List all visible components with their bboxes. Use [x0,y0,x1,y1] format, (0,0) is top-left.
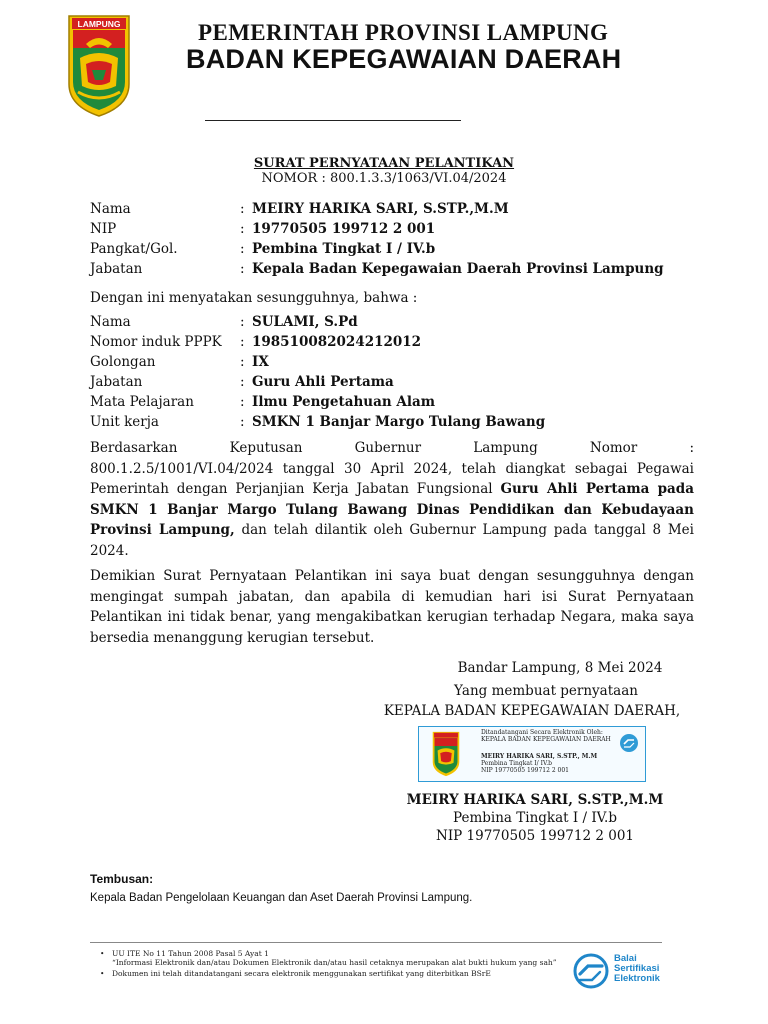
bsre-name-line1: Balai [614,953,637,964]
official-row: NIP : 19770505 199712 2 001 [90,221,436,237]
field-value: Pembina Tingkat I / IV.b [252,241,436,257]
signer-nip: NIP 19770505 199712 2 001 [436,828,634,844]
svg-text:LAMPUNG: LAMPUNG [77,19,121,29]
bsre-logo-icon [570,952,612,990]
official-row: Nama : MEIRY HARIKA SARI, S.STP.,M.M [90,201,509,217]
footer-note-quote: “Informasi Elektronik dan/atau Dokumen Elektronik dan/atau hasil cetaknya merupakan alat bukti hukum yang sah” [112,958,557,967]
document-number: NOMOR : 800.1.3.3/1063/VI.04/2024 [261,171,507,186]
lampung-province-logo [66,14,132,118]
bsre-seal-icon [619,733,639,753]
field-value: IX [252,354,269,370]
field-label: Nomor induk PPPK [90,334,222,350]
field-label: Jabatan [90,261,143,277]
appointee-row: Unit kerja : SMKN 1 Banjar Margo Tulang Bawang [90,414,546,430]
field-label: Pangkat/Gol. [90,241,178,257]
lampung-province-logo-small [425,731,467,777]
appointee-row: Nomor induk PPPK : 198510082024212012 [90,334,422,350]
field-value: 198510082024212012 [252,334,422,350]
appointee-row: Nama : SULAMI, S.Pd [90,314,358,330]
footer-note-law: • UU ITE No 11 Tahun 2008 Pasal 5 Ayat 1 [100,949,269,958]
footer-note-bsre: • Dokumen ini telah ditandatangani secara elektronik menggunakan sertifikat yang diterbitkan BSrE [100,969,491,978]
field-label: Jabatan [90,374,143,390]
field-label: Unit kerja [90,414,159,430]
official-row: Jabatan : Kepala Badan Kepegawaian Daerah Provinsi Lampung [90,261,664,277]
tembusan-item: Kepala Badan Pengelolaan Keuangan dan Aset Daerah Provinsi Lampung. [90,892,473,904]
field-value: SULAMI, S.Pd [252,314,358,330]
appointee-row: Golongan : IX [90,354,269,370]
signer-position: KEPALA BADAN KEPEGAWAIAN DAERAH, [383,703,681,719]
appointee-row: Jabatan : Guru Ahli Pertama [90,374,394,390]
field-value: Ilmu Pengetahuan Alam [252,394,435,410]
field-value: MEIRY HARIKA SARI, S.STP.,M.M [252,201,509,217]
field-label: NIP [90,221,117,237]
field-value: SMKN 1 Banjar Margo Tulang Bawang [252,414,546,430]
official-row: Pangkat/Gol. : Pembina Tingkat I / IV.b [90,241,436,257]
footer-divider [90,942,662,943]
place-date: Bandar Lampung, 8 Mei 2024 [457,660,663,676]
field-label: Mata Pelajaran [90,394,194,410]
statement-maker: Yang membuat pernyataan [454,683,638,699]
bsre-name-line3: Elektronik [614,973,660,984]
appointee-row: Mata Pelajaran : Ilmu Pengetahuan Alam [90,394,435,410]
field-value: Kepala Badan Kepegawaian Daerah Provinsi Lampung [252,261,664,277]
field-value: Guru Ahli Pertama [252,374,394,390]
field-label: Nama [90,314,131,330]
agency-title: BADAN KEPEGAWAIAN DAERAH [186,44,622,74]
government-title: PEMERINTAH PROVINSI LAMPUNG [198,20,609,45]
decision-paragraph: Berdasarkan Keputusan Gubernur Lampung Nomor : 800.1.2.5/1001/VI.04/2024 tanggal 30 April 2024, telah diangkat sebagai Pegawai Pemerintah dengan Perjanjian Kerja Jabatan Fungsional Guru Ahli Pertama pada SMKN 1 Banjar Margo Tulang Bawang Dinas Pendidikan dan Kebudayaan Provinsi Lampung, dan telah dilantik oleh Gubernur Lampung pada tanggal 8 Mei 2024. [90,440,694,559]
field-value: 19770505 199712 2 001 [252,221,436,237]
bsre-name-line2: Sertifikasi [614,963,660,974]
electronic-signature-box: Ditandatangani Secara Elektronik Oleh: KEPALA BADAN KEPEGAWAIAN DAERAH MEIRY HARIKA SARI, S.STP., M.M Pembina Tingkat I/ IV.b NIP 19770505 199712 2 001 [418,726,646,782]
closing-paragraph: Demikian Surat Pernyataan Pelantikan ini saya buat dengan sesungguhnya dengan mengingat sumpah jabatan, dan apabila di kemudian hari isi Surat Pernyataan Pelantikan ini tidak benar, yang mengakibatkan kerugian terhadap Negara, maka saya bersedia menanggung kerugian tersebut. [90,568,694,646]
signer-rank: Pembina Tingkat I / IV.b [453,810,617,826]
intro-statement: Dengan ini menyatakan sesungguhnya, bahwa : [90,290,418,306]
document-title: SURAT PERNYATAAN PELANTIKAN [253,156,515,171]
field-label: Golongan [90,354,156,370]
signer-name: MEIRY HARIKA SARI, S.STP.,M.M [406,792,664,808]
field-label: Nama [90,201,131,217]
header-divider [205,120,461,121]
tembusan-label: Tembusan: [90,872,154,886]
